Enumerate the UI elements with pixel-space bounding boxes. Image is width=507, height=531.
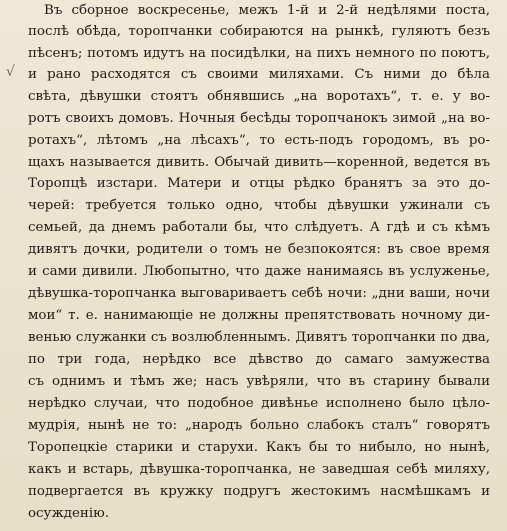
- text-line-6: ротъ своихъ домовъ. Ночныя бесѣды торопчанокъ зимой „на во-: [28, 111, 490, 126]
- text-line-2: послѣ обѣда, торопчанки собираются на рынкѣ, гуляютъ безъ: [28, 24, 490, 39]
- text-line-17: по три года, нерѣдко все дѣвство до самаго замужества: [28, 352, 490, 367]
- text-line-16: венью служанки съ возлюбленнымъ. Дивятъ торопчанки по два,: [28, 330, 490, 345]
- text-line-18: съ однимъ и тѣмъ же; насъ увѣряли, что въ старину бывали: [28, 374, 490, 389]
- margin-check-mark: √: [6, 64, 15, 80]
- text-line-14: дѣвушка-торопчанка выговариваетъ себѣ ночи: „дни ваши, ночи: [28, 286, 490, 301]
- text-line-7: ротахъ“, лѣтомъ „на лѣсахъ“, то есть-подъ городомъ, въ ро-: [28, 133, 490, 148]
- text-line-9: Торопцѣ изстари. Матери и отцы рѣдко бранятъ за это до-: [28, 176, 490, 191]
- text-line-20: мудрія, нынѣ не то: „народъ больно слабокъ сталъ“ говорятъ: [28, 418, 490, 433]
- text-line-21: Торопецкіе старики и старухи. Какъ бы то нибыло, но нынѣ,: [28, 440, 490, 455]
- text-line-23: подвергается въ кружку подругъ жестокимъ насмѣшкамъ и: [28, 484, 490, 499]
- text-line-4: и рано расходятся съ своими миляхами. Съ ними до бѣла: [28, 67, 490, 82]
- text-line-3: пѣсенъ; потомъ идутъ на посидѣлки, на пихъ немного по поютъ,: [28, 46, 490, 61]
- text-line-19: нерѣдко случаи, что подобное дивѣнье исполнено было цѣло-: [28, 396, 490, 411]
- text-line-5: свѣта, дѣвушки стоятъ обнявшись „на воротахъ“, т. е. у во-: [28, 89, 490, 104]
- text-line-12: дивятъ дочки, родители о томъ не безпокоятся: въ свое время: [28, 242, 490, 257]
- text-line-15: мои“ т. е. нанимающіе не должны препятствовать ночному ди-: [28, 308, 490, 323]
- text-line-8: щахъ называется дивить. Обычай дивить—коренной, ведется въ: [28, 155, 490, 170]
- text-line-10: черей: требуется только одно, чтобы дѣвушки ужинали съ: [28, 198, 490, 213]
- text-line-22: какъ и встарь, дѣвушка-торопчанка, не заведшая себѣ миляху,: [28, 462, 490, 477]
- text-line-1: Въ сборное воскресенье, межъ 1-й и 2-й недѣлями поста,: [44, 3, 490, 18]
- text-line-11: семьей, да днемъ работали бы, что слѣдуетъ. А гдѣ и съ кѣмъ: [28, 220, 490, 235]
- text-line-13: и сами дивили. Любопытно, что даже нанимаясь въ услуженье,: [28, 264, 490, 279]
- text-line-24: осужденію.: [28, 506, 110, 521]
